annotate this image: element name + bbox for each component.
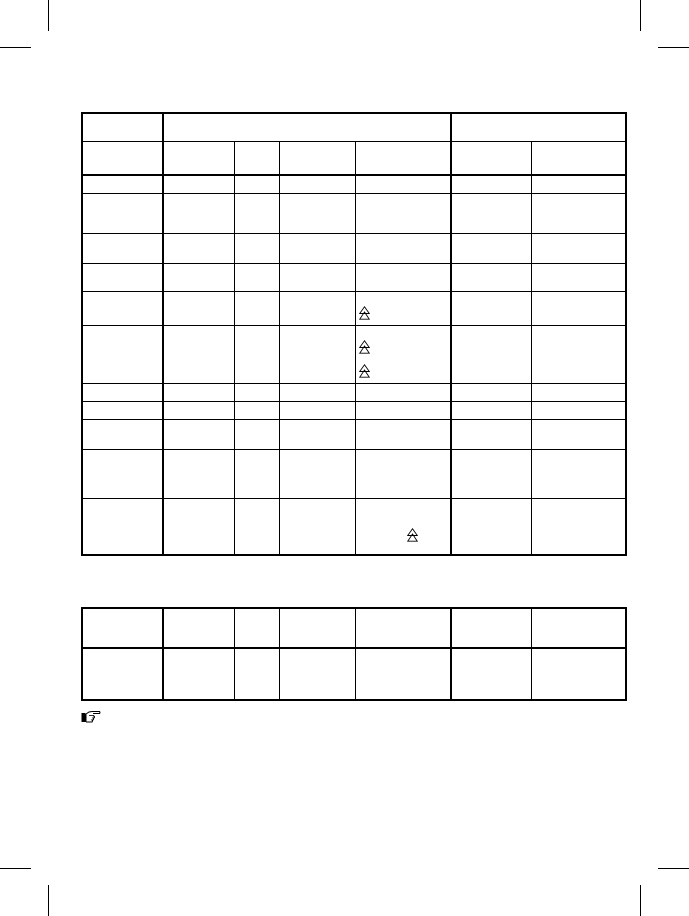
crop-mark-bottom-right-v [640, 885, 641, 916]
header-group-cell-b [451, 113, 626, 141]
crop-mark-bottom-left-v [48, 885, 49, 916]
header-group-cell-a [163, 113, 451, 141]
table-row [82, 291, 626, 325]
table-row [82, 325, 626, 383]
warning-cell [355, 498, 451, 555]
warning-cell [355, 325, 451, 383]
double-triangle-icon [359, 364, 370, 378]
header-cell [355, 141, 451, 175]
table-row [82, 263, 626, 291]
pointing-hand-icon [81, 710, 101, 723]
table-header-group-row [82, 113, 626, 141]
table-header-row [82, 608, 626, 648]
secondary-table [81, 607, 627, 701]
crop-mark-bottom-left-h [0, 868, 31, 869]
crop-mark-top-right-h [658, 47, 689, 48]
table-row [82, 175, 626, 193]
header-cell [531, 141, 626, 175]
double-triangle-icon [407, 528, 418, 542]
double-triangle-icon [359, 340, 370, 354]
header-cell [163, 141, 234, 175]
crop-mark-top-left-v [48, 0, 49, 31]
table-row [82, 233, 626, 263]
header-cell [234, 141, 279, 175]
table-row [82, 449, 626, 498]
table-row [82, 498, 626, 555]
header-cell [451, 141, 531, 175]
crop-mark-top-right-v [640, 0, 641, 31]
double-triangle-icon [359, 306, 370, 320]
specification-table [81, 112, 627, 556]
header-cell [279, 141, 355, 175]
header-cell [82, 141, 163, 175]
table-header-row [82, 141, 626, 175]
table-row [82, 193, 626, 233]
header-group-cell-label [82, 113, 163, 141]
table-row [82, 419, 626, 449]
table-row [82, 648, 626, 700]
table-row [82, 401, 626, 419]
table-row [82, 383, 626, 401]
crop-mark-top-left-h [0, 47, 31, 48]
warning-cell [355, 291, 451, 325]
crop-mark-bottom-right-h [658, 868, 689, 869]
